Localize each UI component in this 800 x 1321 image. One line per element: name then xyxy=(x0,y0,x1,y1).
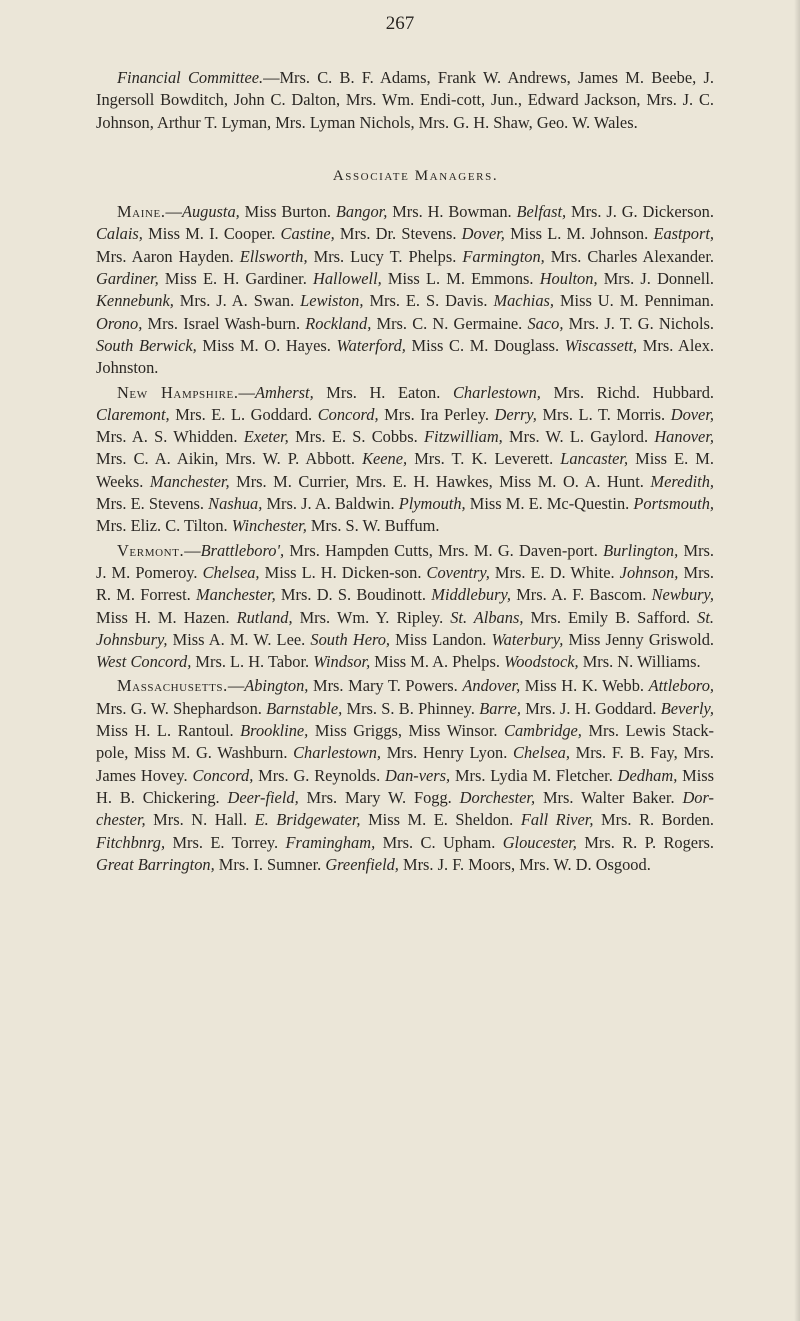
town-name: Abington, xyxy=(244,676,309,696)
manager-names: Miss E. M. Weeks. xyxy=(96,449,714,491)
town-name: Dorchester, xyxy=(459,787,536,807)
town-name: Fall River, xyxy=(520,810,594,830)
manager-names: Mrs. L. H. Tabor. xyxy=(191,652,314,672)
state-lists xyxy=(96,201,714,876)
manager-names: Miss M. I. Cooper. xyxy=(142,224,281,244)
town-name: Deer-field, xyxy=(227,787,299,807)
town-name: Plymouth, xyxy=(398,494,466,514)
manager-names: Mrs. Lydia M. Fletcher. xyxy=(450,765,618,785)
manager-names: Mrs. L. T. Morris. xyxy=(536,404,671,424)
town-name: Gardiner, xyxy=(96,269,159,289)
manager-names: Mrs. S. B. Phinney. xyxy=(342,698,480,718)
state-name: Maine. xyxy=(117,202,166,222)
manager-names: Mrs. Walter Baker. xyxy=(535,787,683,807)
town-name: Bangor, xyxy=(335,202,388,222)
manager-names: — xyxy=(165,202,182,222)
manager-names: Miss M. O. Hayes. xyxy=(196,335,337,355)
town-name: Charlestown, xyxy=(293,743,382,763)
town-name: Burlington, xyxy=(603,540,679,560)
town-name: Hallowell, xyxy=(312,269,382,289)
state-name: Vermont. xyxy=(117,540,185,560)
town-name: Farmington, xyxy=(462,246,545,266)
manager-names: Mrs. E. S. Davis. xyxy=(363,291,494,311)
town-name: Brattleboro', xyxy=(200,540,285,560)
manager-names: Mrs. E. D. White. xyxy=(489,562,620,582)
manager-names: Mrs. E. L. Goddard. xyxy=(169,404,318,424)
manager-names: Mrs. G. Reynolds. xyxy=(253,765,386,785)
state-paragraph xyxy=(96,540,714,674)
manager-names: Mrs. J. M. Pomeroy. xyxy=(96,540,715,582)
town-name: Barnstable, xyxy=(266,698,343,718)
manager-names: Miss M. E. Sheldon. xyxy=(360,810,521,830)
town-name: Manchester, xyxy=(149,471,230,491)
manager-names: Miss L. M. Johnson. xyxy=(504,224,654,244)
town-name: Coventry, xyxy=(426,562,490,582)
town-name: Keene, xyxy=(362,449,408,469)
associate-managers-heading: Associate Managers. xyxy=(332,167,499,184)
manager-names: Mrs. C. N. Germaine. xyxy=(371,313,528,333)
town-name: Cambridge, xyxy=(504,721,582,741)
manager-names: Mrs. M. Currier, Mrs. E. H. Hawkes, Miss M. O. A. Hunt. xyxy=(229,471,651,491)
town-name: Great Barrington, xyxy=(96,854,215,874)
manager-names: Miss H. M. Hazen. xyxy=(96,607,237,627)
committee-members: —Mrs. C. B. F. Adams, Frank W. Andrews, James M. Beebe, J. Ingersoll Bowditch, John C. Dalton, Mrs. Wm. Endi-cott, Jun., Edward Jackson, Mrs. J. C. Johnson, Arthur T. Lyman, Mrs. Lyman Nichols, Mrs. G. H. Shaw, Geo. W. Wales. xyxy=(96,68,714,132)
town-name: Winchester, xyxy=(231,516,307,536)
manager-names: Mrs. N. Williams. xyxy=(578,652,701,672)
town-name: Nashua, xyxy=(208,494,263,514)
town-name: St. Albans, xyxy=(450,607,524,627)
town-name: Charlestown, xyxy=(453,382,541,402)
state-paragraph xyxy=(96,675,714,876)
town-name: Lewiston, xyxy=(300,291,364,311)
manager-names: Mrs. J. F. Moors, Mrs. W. D. Osgood. xyxy=(398,854,651,874)
manager-names: Mrs. Emily B. Safford. xyxy=(523,607,698,627)
manager-names: Miss L. M. Emmons. xyxy=(381,269,540,289)
manager-names: Mrs. E. Stevens. xyxy=(96,494,209,514)
town-name: Brookline, xyxy=(240,721,309,741)
town-name: Rutland, xyxy=(236,607,293,627)
manager-names: Mrs. Lewis Stack-pole, Miss M. G. Washburn. xyxy=(96,721,715,763)
manager-names: Mrs. R. Borden. xyxy=(593,810,715,830)
town-name: Ellsworth, xyxy=(239,246,308,266)
manager-names: Mrs. Alex. Johnston. xyxy=(96,335,714,378)
manager-names: Mrs. A. S. Whidden. xyxy=(96,427,244,447)
page-content xyxy=(96,67,714,876)
town-name: South Hero, xyxy=(310,629,391,649)
town-name: Calais, xyxy=(96,224,143,244)
manager-names: Mrs. Lucy T. Phelps. xyxy=(307,246,463,266)
town-name: Waterbury, xyxy=(491,629,564,649)
manager-names: Mrs. Dr. Stevens. xyxy=(334,224,462,244)
town-name: Claremont, xyxy=(96,404,170,424)
town-name: Houlton, xyxy=(539,269,598,289)
manager-names: Miss Burton. xyxy=(239,202,336,222)
town-name: Barre, xyxy=(479,698,521,718)
town-name: West Concord, xyxy=(96,652,192,672)
manager-names: Mrs. S. W. Buffum. xyxy=(306,516,440,536)
manager-names: Mrs. Richd. Hubbard. xyxy=(540,382,715,402)
manager-names: Miss M. A. Phelps. xyxy=(370,652,505,672)
town-name: Greenfield, xyxy=(325,854,399,874)
town-name: Hanover, xyxy=(654,427,714,447)
manager-names: Miss Landon. xyxy=(390,629,492,649)
town-name: Dover, xyxy=(670,404,714,424)
town-name: Chelsea, xyxy=(202,562,260,582)
town-name: Saco, xyxy=(527,313,564,333)
state-name: Massachusetts. xyxy=(117,676,228,696)
manager-names: Mrs. Henry Lyon. xyxy=(381,743,514,763)
manager-names: Miss A. M. W. Lee. xyxy=(167,629,311,649)
town-name: Lancaster, xyxy=(560,449,629,469)
town-name: Johnson, xyxy=(619,562,679,582)
manager-names: Mrs. R. P. Rogers. xyxy=(576,832,714,852)
town-name: Concord, xyxy=(192,765,254,785)
page-edge-shadow xyxy=(794,0,800,1321)
town-name: Belfast, xyxy=(516,202,567,222)
manager-names: Mrs. W. L. Gaylord. xyxy=(502,427,655,447)
manager-names: Mrs. C. A. Aikin, Mrs. W. P. Abbott. xyxy=(96,449,363,469)
state-paragraph xyxy=(96,382,714,538)
town-name: South Berwick, xyxy=(96,335,197,355)
town-name: Kennebunk, xyxy=(96,291,174,311)
manager-names: Mrs. G. W. Shephardson. xyxy=(96,698,267,718)
town-name: Augusta, xyxy=(181,202,240,222)
town-name: Newbury, xyxy=(651,585,714,605)
town-name: Dor-chester, xyxy=(96,787,714,830)
town-name: Beverly, xyxy=(660,698,715,718)
town-name: Dover, xyxy=(461,224,505,244)
manager-names: — xyxy=(184,540,201,560)
manager-names: Mrs. Mary T. Powers. xyxy=(308,676,463,696)
manager-names: Miss H. L. Rantoul. xyxy=(96,721,241,741)
state-name: New Hampshire. xyxy=(117,382,239,402)
manager-names: Mrs. F. B. Fay, Mrs. James Hovey. xyxy=(96,743,714,785)
manager-names: — xyxy=(238,382,255,402)
manager-names: Mrs. C. Upham. xyxy=(375,832,503,852)
section-label: Financial Committee. xyxy=(117,68,264,87)
manager-names: Mrs. D. S. Boudinott. xyxy=(275,585,432,605)
manager-names: Mrs. Mary W. Fogg. xyxy=(298,787,460,807)
town-name: Exeter, xyxy=(243,427,289,447)
manager-names: Miss U. M. Penniman. xyxy=(554,291,714,311)
town-name: Waterford, xyxy=(336,335,406,355)
manager-names: Mrs. J. T. G. Nichols. xyxy=(563,313,715,333)
town-name: Meredith, xyxy=(650,471,714,491)
town-name: Rockland, xyxy=(305,313,372,333)
financial-committee-paragraph xyxy=(96,67,714,134)
page-number: 267 xyxy=(385,13,415,34)
manager-names: Miss E. H. Gardiner. xyxy=(158,269,313,289)
manager-names: Mrs. I. Sumner. xyxy=(214,854,326,874)
manager-names: Mrs. Ira Perley. xyxy=(378,404,495,424)
town-name: Orono, xyxy=(96,313,143,333)
manager-names: Mrs. Hampden Cutts, Mrs. M. G. Daven-port. xyxy=(284,540,604,560)
manager-names: Mrs. H. Bowman. xyxy=(387,202,517,222)
town-name: Fitchbnrg, xyxy=(96,832,166,852)
manager-names: Mrs. E. S. Cobbs. xyxy=(288,427,424,447)
town-name: E. Bridgewater, xyxy=(254,810,361,830)
manager-names: Mrs. J. Donnell. xyxy=(597,269,714,289)
manager-names: Mrs. Wm. Y. Ripley. xyxy=(292,607,451,627)
town-name: Chelsea, xyxy=(513,743,570,763)
town-name: Portsmouth, xyxy=(633,494,714,514)
town-name: Dan-vers, xyxy=(385,765,451,785)
manager-names: Miss Jenny Griswold. xyxy=(563,629,714,649)
manager-names: Miss H. K. Webb. xyxy=(520,676,649,696)
town-name: Dedham, xyxy=(617,765,678,785)
manager-names: Mrs. H. Eaton. xyxy=(313,382,453,402)
manager-names: Mrs. E. Torrey. xyxy=(165,832,286,852)
manager-names: Mrs. R. M. Forrest. xyxy=(96,562,715,605)
town-name: Wiscassett, xyxy=(564,335,638,355)
town-name: Concord, xyxy=(317,404,379,424)
manager-names: Mrs. Israel Wash-burn. xyxy=(142,313,306,333)
manager-names: Miss C. M. Douglass. xyxy=(405,335,565,355)
town-name: Woodstock, xyxy=(504,652,579,672)
town-name: Manchester, xyxy=(196,585,276,605)
manager-names: Miss M. E. Mc-Questin. xyxy=(465,494,634,514)
manager-names: Mrs. J. A. Baldwin. xyxy=(262,494,399,514)
town-name: Fitzwilliam, xyxy=(424,427,503,447)
town-name: Castine, xyxy=(280,224,335,244)
town-name: Amherst, xyxy=(254,382,314,402)
manager-names: Miss Griggs, Miss Winsor. xyxy=(308,721,505,741)
manager-names: Mrs. Charles Alexander. xyxy=(544,246,714,266)
town-name: Gloucester, xyxy=(502,832,577,852)
manager-names: Mrs. J. G. Dickerson. xyxy=(566,202,714,222)
manager-names: Mrs. Aaron Hayden. xyxy=(96,246,240,266)
manager-names: Mrs. J. H. Goddard. xyxy=(520,698,661,718)
town-name: Andover, xyxy=(462,676,521,696)
town-name: Middlebury, xyxy=(431,585,511,605)
manager-names: Mrs. N. Hall. xyxy=(145,810,255,830)
state-paragraph xyxy=(96,201,714,379)
town-name: Machias, xyxy=(493,291,554,311)
manager-names: Mrs. T. K. Leverett. xyxy=(407,449,561,469)
town-name: Windsor, xyxy=(313,652,371,672)
town-name: Eastport, xyxy=(653,224,714,244)
manager-names: Miss H. B. Chickering. xyxy=(96,765,715,807)
manager-names: Mrs. A. F. Bascom. xyxy=(510,585,652,605)
town-name: St. Johnsbury, xyxy=(96,607,715,649)
town-name: Attleboro, xyxy=(648,676,714,696)
manager-names: Mrs. Eliz. C. Tilton. xyxy=(96,516,232,536)
manager-names: Miss L. H. Dicken-son. xyxy=(259,562,427,582)
town-name: Derry, xyxy=(494,404,537,424)
manager-names: Mrs. J. A. Swan. xyxy=(173,291,301,311)
town-name: Framingham, xyxy=(285,832,376,852)
manager-names: — xyxy=(227,676,245,696)
